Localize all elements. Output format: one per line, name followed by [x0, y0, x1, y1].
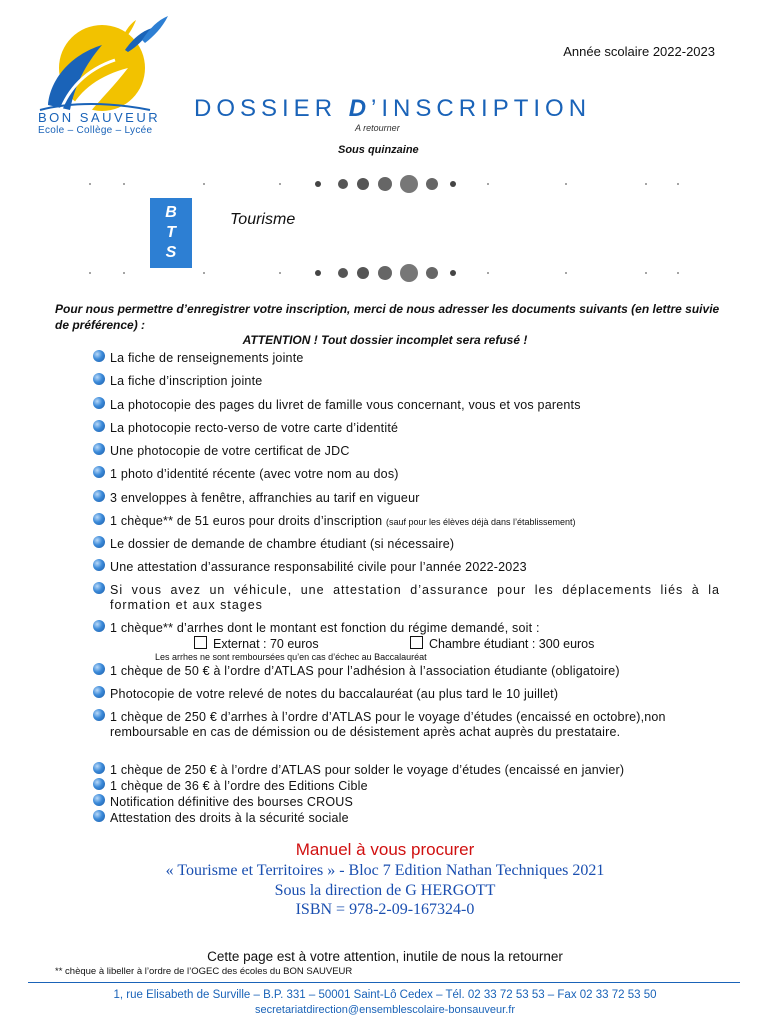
option-chambre — [410, 636, 594, 651]
school-year: Année scolaire 2022-2023 — [563, 44, 715, 59]
blue-sphere-bullet-icon — [93, 762, 105, 774]
brand-name: BON SAUVEUR — [38, 110, 161, 125]
blue-sphere-bullet-icon — [93, 373, 105, 385]
blue-sphere-bullet-icon — [93, 536, 105, 548]
list-item: 1 chèque de 50 € à l’ordre d’ATLAS pour l’adhésion à l’association étudiante (obligatoire) — [110, 664, 620, 678]
title-d: D — [348, 95, 372, 122]
list-item: La photocopie recto-verso de votre carte d’identité — [110, 421, 399, 435]
bts-letter: B — [165, 204, 177, 221]
list-item: Une photocopie de votre certificat de JDC — [110, 444, 350, 458]
list-item: La fiche d’inscription jointe — [110, 374, 263, 388]
blue-sphere-bullet-icon — [93, 620, 105, 632]
bts-badge — [150, 198, 192, 268]
decorative-dots-top — [60, 173, 700, 195]
blue-sphere-bullet-icon — [93, 778, 105, 790]
blue-sphere-bullet-icon — [93, 466, 105, 478]
blue-sphere-bullet-icon — [93, 490, 105, 502]
list-item: La photocopie des pages du livret de famille vous concernant, vous et vos parents — [110, 398, 581, 412]
checkbox-icon[interactable] — [194, 636, 207, 649]
footer-address: 1, rue Elisabeth de Surville – B.P. 331 – 50001 Saint-Lô Cedex – Tél. 02 33 72 53 53 – Fax 02 33 72 53 50 — [113, 989, 657, 1001]
option-chambre-label: Chambre étudiant : 300 euros — [429, 637, 595, 651]
blue-sphere-bullet-icon — [93, 397, 105, 409]
list-item: 1 chèque de 250 € à l’ordre d’ATLAS pour solder le voyage d’études (encaissé en janvier) — [110, 763, 625, 777]
blue-sphere-bullet-icon — [93, 443, 105, 455]
option-externat — [194, 636, 319, 651]
blue-sphere-bullet-icon — [93, 810, 105, 822]
sous-quinzaine-note: Sous quinzaine — [338, 144, 419, 156]
list-item: La fiche de renseignements jointe — [110, 351, 304, 365]
manuel-title: « Tourisme et Territoires » - Bloc 7 Edition Nathan Techniques 2021 — [165, 862, 605, 879]
list-item: Attestation des droits à la sécurité sociale — [110, 811, 349, 825]
blue-sphere-bullet-icon — [93, 663, 105, 675]
cheque-footnote: ** chèque à libeller à l’ordre de l’OGEC des écoles du BON SAUVEUR — [55, 966, 353, 977]
page-title — [194, 95, 591, 123]
blue-sphere-bullet-icon — [93, 420, 105, 432]
decorative-dots-bottom — [60, 262, 700, 284]
list-item: Notification définitive des bourses CROUS — [110, 795, 354, 809]
list-item: 1 photo d’identité récente (avec votre nom au dos) — [110, 467, 399, 481]
cheque-inscription-note: (sauf pour les élèves déjà dans l’établissement) — [385, 517, 576, 527]
blue-sphere-bullet-icon — [93, 350, 105, 362]
list-item — [110, 514, 720, 530]
option-externat-label: Externat : 70 euros — [213, 637, 319, 651]
footer-email[interactable]: secretariatdirection@ensemblescolaire-bonsauveur.fr — [254, 1004, 515, 1016]
manuel-heading: Manuel à vous procurer — [295, 840, 475, 859]
blue-sphere-bullet-icon — [93, 794, 105, 806]
title-prefix: DOSSIER — [194, 95, 349, 122]
blue-sphere-bullet-icon — [93, 686, 105, 698]
list-item: Si vous avez un véhicule, une attestation d’assurance pour les déplacements liés à la formation et aux stages — [110, 583, 720, 612]
program-name: Tourisme — [230, 211, 296, 228]
blue-sphere-bullet-icon — [93, 559, 105, 571]
blue-sphere-bullet-icon — [93, 709, 105, 721]
list-item: Photocopie de votre relevé de notes du baccalauréat (au plus tard le 10 juillet) — [110, 687, 559, 701]
bts-letter: S — [165, 244, 177, 261]
a-retourner-note: A retourner — [355, 123, 400, 133]
brand-subtitle: Ecole – Collège – Lycée — [38, 125, 153, 136]
bts-letter: T — [166, 224, 176, 241]
manuel-isbn: ISBN = 978-2-09-167324-0 — [295, 901, 475, 918]
title-rest: ’INSCRIPTION — [371, 95, 592, 122]
cheque-inscription-text: 1 chèque** de 51 euros pour droits d’inscription — [110, 514, 383, 528]
blue-sphere-bullet-icon — [93, 582, 105, 594]
list-item: 1 chèque de 36 € à l’ordre des Editions Cible — [110, 779, 368, 793]
attention-warning: ATTENTION ! Tout dossier incomplet sera refusé ! — [242, 333, 528, 347]
list-item: Le dossier de demande de chambre étudiant (si nécessaire) — [110, 537, 455, 551]
manuel-direction: Sous la direction de G HERGOTT — [274, 882, 496, 899]
list-item: Une attestation d’assurance responsabilité civile pour l’année 2022-2023 — [110, 560, 527, 574]
arrhes-note: Les arrhes ne sont remboursées qu’en cas d’échec au Baccalauréat — [155, 652, 427, 662]
blue-sphere-bullet-icon — [93, 513, 105, 525]
list-item: 1 chèque de 250 € d’arrhes à l’ordre d’ATLAS pour le voyage d’études (encaissé en octobre),non remboursable en cas de démission ou de désistement après achat auprès du prestataire. — [110, 710, 666, 739]
list-item: 3 enveloppes à fenêtre, affranchies au tarif en vigueur — [110, 491, 420, 505]
intro-text: Pour nous permettre d’enregistrer votre inscription, merci de nous adresser les documents suivants (en lettre suivie de préférence) : — [55, 302, 720, 332]
checkbox-icon[interactable] — [410, 636, 423, 649]
list-item: 1 chèque** d’arrhes dont le montant est fonction du régime demandé, soit : — [110, 621, 540, 635]
footer-divider — [28, 982, 740, 983]
page-attention-note: Cette page est à votre attention, inutile de nous la retourner — [207, 949, 563, 964]
